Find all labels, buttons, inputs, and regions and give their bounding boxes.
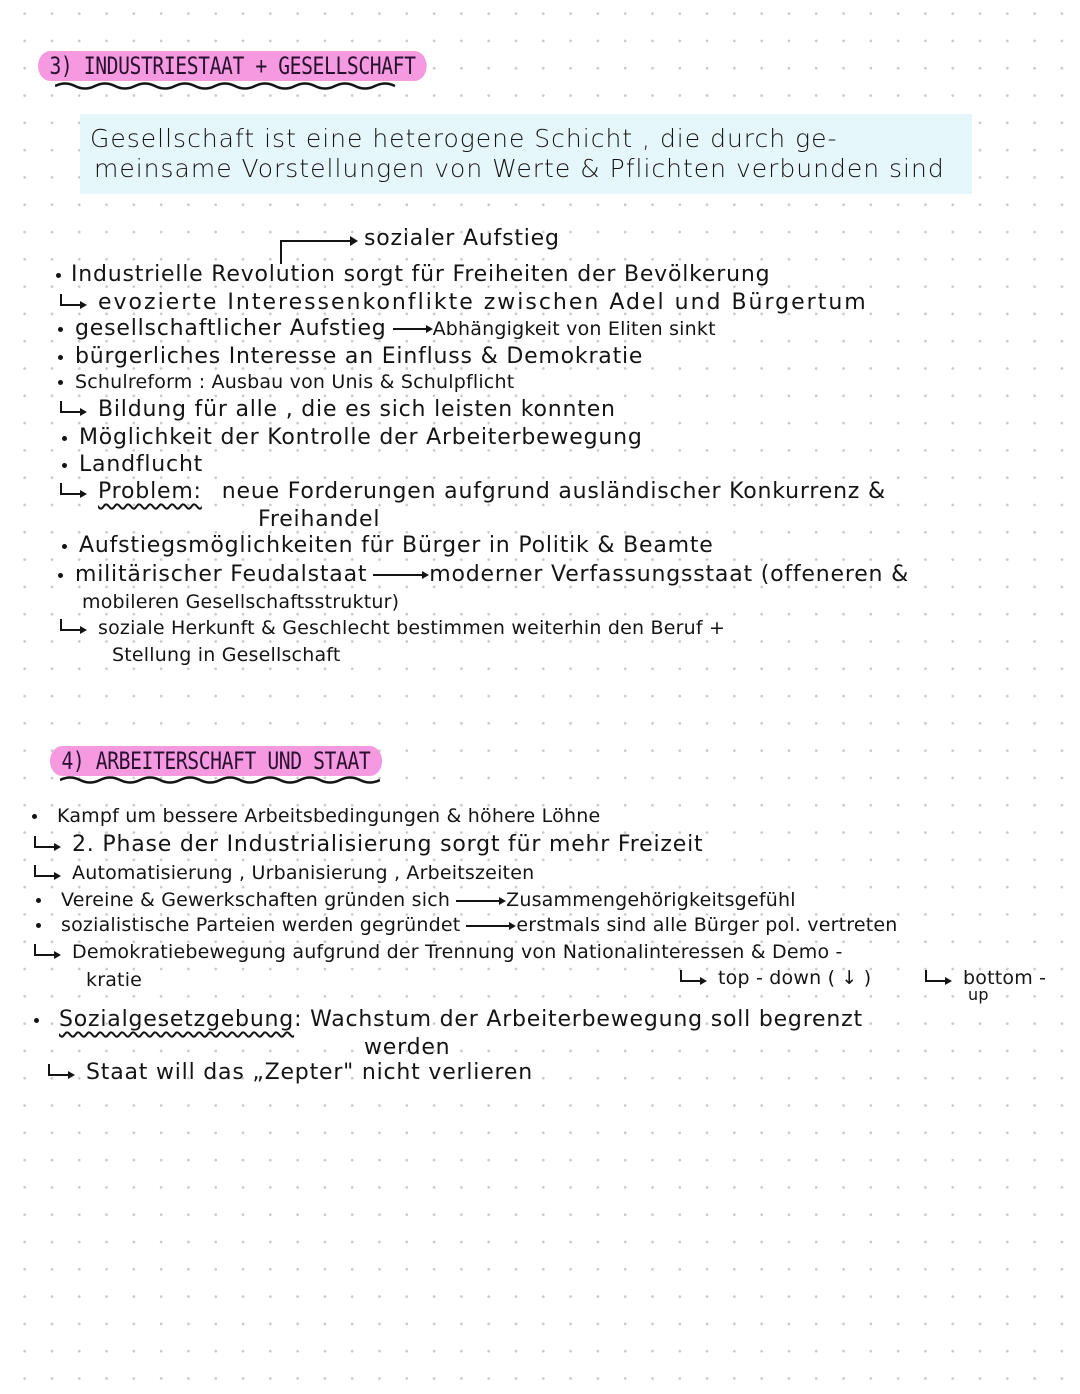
- annotation-bracket-arrow: [280, 240, 354, 264]
- list-item: [34, 832, 703, 857]
- list-item: [58, 562, 909, 587]
- list-item: [32, 805, 600, 827]
- bullet-icon: [58, 327, 63, 332]
- item-arrow-target: Zusammengehörigkeitsgefühl: [506, 889, 796, 911]
- bullet-icon: [34, 1018, 39, 1023]
- bullet-icon: [56, 273, 61, 278]
- item-text: sozialistische Parteien werden gegründet: [61, 914, 461, 936]
- heading-underline-squiggle: [55, 80, 405, 90]
- bullet-icon: [36, 923, 41, 928]
- heading-underline-squiggle: [60, 774, 380, 784]
- list-item: [62, 425, 643, 450]
- item-text: Staat will das „Zepter" nicht verlieren: [86, 1060, 533, 1085]
- arrow-right-angle-icon: [925, 972, 953, 986]
- item-text: bürgerliches Interesse an Einfluss & Demokratie: [75, 344, 644, 369]
- list-item-continuation: Stellung in Gesellschaft: [112, 644, 341, 666]
- item-text: : Wachstum der Arbeiterbewegung soll begrenzt: [294, 1007, 863, 1032]
- section-4-heading-text: 4) ARBEITERSCHAFT UND STAAT: [61, 747, 371, 775]
- item-text: neue Forderungen aufgrund ausländischer Konkurrenz &: [221, 479, 886, 504]
- top-down-note: [680, 967, 871, 989]
- list-item: [36, 889, 796, 911]
- list-item: [34, 941, 843, 963]
- annotation-sozialer-aufstieg: sozialer Aufstieg: [364, 226, 560, 251]
- arrow-right-icon: [456, 900, 500, 902]
- list-item: [60, 615, 725, 640]
- item-arrow-target: Abhängigkeit von Eliten sinkt: [432, 318, 716, 340]
- bullet-icon: [36, 898, 41, 903]
- item-arrow-target: moderner Verfassungsstaat (offeneren &: [429, 562, 910, 587]
- list-item: [58, 371, 514, 393]
- definition-line-1: Gesellschaft ist eine heterogene Schicht , die durch ge-: [90, 124, 838, 153]
- list-item: [62, 452, 203, 477]
- bottom-up-text: bottom -: [963, 967, 1047, 989]
- item-text: militärischer Feudalstaat: [75, 562, 368, 587]
- list-item: [60, 397, 616, 422]
- item-text: Demokratiebewegung aufgrund der Trennung von Nationalinteressen & Demo -: [72, 941, 843, 963]
- item-text: Landflucht: [79, 452, 204, 477]
- arrow-right-angle-icon: [48, 1066, 76, 1080]
- item-text: Vereine & Gewerkschaften gründen sich: [61, 889, 451, 911]
- bullet-icon: [58, 380, 63, 385]
- item-text: evozierte Interessenkonflikte zwischen Adel und Bürgertum: [98, 290, 868, 315]
- definition-line-2: meinsame Vorstellungen von Werte & Pflichten verbunden sind: [94, 154, 945, 183]
- list-item: [60, 290, 868, 315]
- arrow-right-angle-icon: [60, 296, 88, 310]
- arrow-right-icon: [466, 925, 510, 927]
- arrow-right-icon: [393, 328, 427, 330]
- section-3-heading: [38, 51, 427, 81]
- top-down-text: top - down ( ↓ ): [718, 967, 872, 989]
- list-item-continuation: werden: [364, 1035, 451, 1060]
- section-3-heading-text: 3) INDUSTRIESTAAT + GESELLSCHAFT: [49, 52, 416, 80]
- list-item-continuation: kratie: [86, 969, 143, 991]
- bullet-icon: [58, 355, 63, 360]
- list-item: [58, 344, 643, 369]
- arrow-right-angle-icon: [60, 621, 88, 635]
- bullet-icon: [62, 544, 67, 549]
- arrow-right-angle-icon: [34, 838, 62, 852]
- item-text: Aufstiegsmöglichkeiten für Bürger in Politik & Beamte: [79, 533, 714, 558]
- item-text: Schulreform : Ausbau von Unis & Schulpflicht: [75, 371, 515, 393]
- arrow-right-angle-icon: [34, 946, 62, 960]
- item-text: Automatisierung , Urbanisierung , Arbeitszeiten: [72, 862, 535, 884]
- item-text: 2. Phase der Industrialisierung sorgt für mehr Freizeit: [72, 832, 704, 857]
- list-item: [58, 316, 716, 341]
- arrow-right-icon: [373, 574, 423, 576]
- annotation-arrowhead: [350, 236, 358, 246]
- item-text: gesellschaftlicher Aufstieg: [75, 316, 387, 341]
- sozialgesetzgebung-label: Sozialgesetzgebung: [59, 1007, 295, 1032]
- list-item-continuation: Freihandel: [258, 507, 381, 532]
- list-item: [34, 1007, 863, 1032]
- list-item: [62, 533, 714, 558]
- bullet-icon: [62, 463, 67, 468]
- item-text: Kampf um bessere Arbeitsbedingungen & höhere Löhne: [57, 805, 601, 827]
- item-text: Möglichkeit der Kontrolle der Arbeiterbewegung: [79, 425, 643, 450]
- arrow-right-angle-icon: [680, 972, 708, 986]
- list-item: [56, 262, 770, 287]
- bullet-icon: [62, 436, 67, 441]
- bottom-up-continuation: up: [968, 985, 989, 1004]
- list-item: [48, 1060, 533, 1085]
- bullet-icon: [32, 814, 37, 819]
- list-item-continuation: mobileren Gesellschaftsstruktur): [82, 591, 400, 613]
- item-text: soziale Herkunft & Geschlecht bestimmen weiterhin den Beruf +: [98, 617, 726, 639]
- bullet-icon: [58, 573, 63, 578]
- list-item: [60, 479, 886, 504]
- problem-label: Problem:: [98, 479, 202, 504]
- arrow-right-angle-icon: [34, 867, 62, 881]
- arrow-right-angle-icon: [60, 485, 88, 499]
- list-item: [34, 862, 534, 884]
- list-item: [36, 914, 898, 936]
- item-text: Bildung für alle , die es sich leisten konnten: [98, 397, 616, 422]
- arrow-right-angle-icon: [60, 403, 88, 417]
- item-arrow-target: erstmals sind alle Bürger pol. vertreten: [516, 914, 898, 936]
- item-text: Industrielle Revolution sorgt für Freiheiten der Bevölkerung: [71, 262, 771, 287]
- section-4-heading: [50, 746, 382, 776]
- definition-box: [80, 114, 972, 194]
